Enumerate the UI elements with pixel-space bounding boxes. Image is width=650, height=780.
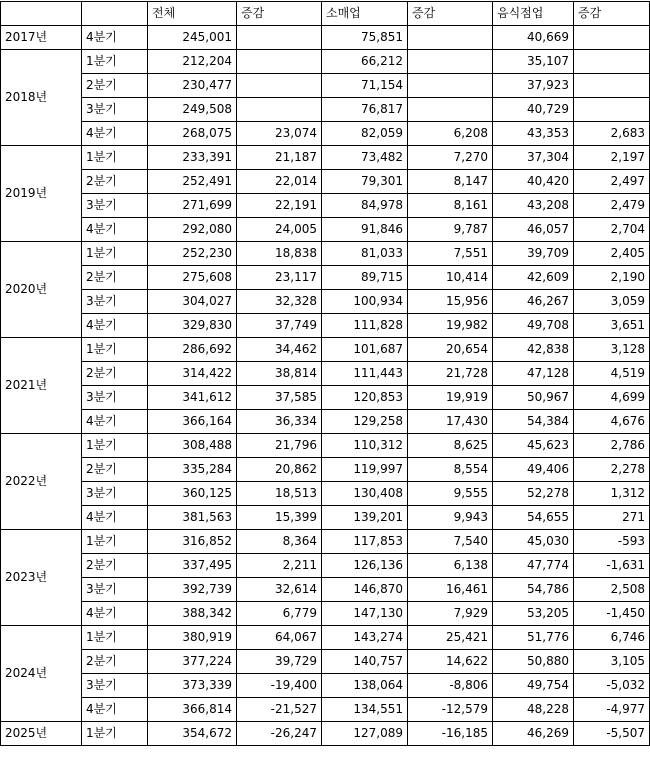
- food-cell: 48,228: [493, 698, 574, 722]
- quarter-cell: 2분기: [82, 170, 148, 194]
- retail-cell: 111,828: [322, 314, 408, 338]
- retail-change-cell: 16,461: [408, 578, 493, 602]
- total-cell: 377,224: [148, 650, 237, 674]
- food-cell: 54,655: [493, 506, 574, 530]
- food-cell: 47,128: [493, 362, 574, 386]
- table-row: [1, 266, 650, 290]
- food-change-cell: 2,508: [574, 578, 650, 602]
- food-cell: 43,208: [493, 194, 574, 218]
- food-change-cell: 4,676: [574, 410, 650, 434]
- total-change-cell: 37,749: [237, 314, 322, 338]
- total-change-cell: [237, 74, 322, 98]
- retail-cell: 76,817: [322, 98, 408, 122]
- total-change-cell: 36,334: [237, 410, 322, 434]
- table-row: [1, 50, 650, 74]
- retail-change-cell: 10,414: [408, 266, 493, 290]
- total-cell: 286,692: [148, 338, 237, 362]
- food-change-cell: 2,479: [574, 194, 650, 218]
- total-cell: 249,508: [148, 98, 237, 122]
- food-cell: 49,406: [493, 458, 574, 482]
- quarter-cell: 1분기: [82, 530, 148, 554]
- food-change-cell: 2,497: [574, 170, 650, 194]
- year-cell: 2022년: [1, 434, 82, 530]
- total-cell: 230,477: [148, 74, 237, 98]
- food-cell: 54,786: [493, 578, 574, 602]
- total-change-cell: -26,247: [237, 722, 322, 746]
- quarter-cell: 2분기: [82, 74, 148, 98]
- retail-cell: 82,059: [322, 122, 408, 146]
- food-cell: 51,776: [493, 626, 574, 650]
- table-row: [1, 170, 650, 194]
- food-change-cell: [574, 74, 650, 98]
- quarter-cell: 1분기: [82, 242, 148, 266]
- food-change-cell: 271: [574, 506, 650, 530]
- quarter-cell: 4분기: [82, 26, 148, 50]
- retail-cell: 110,312: [322, 434, 408, 458]
- total-change-cell: 34,462: [237, 338, 322, 362]
- total-cell: 212,204: [148, 50, 237, 74]
- table-row: [1, 578, 650, 602]
- retail-cell: 147,130: [322, 602, 408, 626]
- table-row: [1, 530, 650, 554]
- food-cell: 42,838: [493, 338, 574, 362]
- retail-cell: 101,687: [322, 338, 408, 362]
- table-row: [1, 602, 650, 626]
- food-cell: 53,205: [493, 602, 574, 626]
- food-change-cell: 1,312: [574, 482, 650, 506]
- quarter-cell: 1분기: [82, 626, 148, 650]
- total-change-cell: -19,400: [237, 674, 322, 698]
- year-cell: 2017년: [1, 26, 82, 50]
- food-cell: 45,030: [493, 530, 574, 554]
- retail-change-cell: 8,625: [408, 434, 493, 458]
- total-change-cell: 6,779: [237, 602, 322, 626]
- total-change-cell: [237, 26, 322, 50]
- quarter-cell: 4분기: [82, 314, 148, 338]
- retail-cell: 75,851: [322, 26, 408, 50]
- retail-cell: 120,853: [322, 386, 408, 410]
- total-cell: 373,339: [148, 674, 237, 698]
- header-cell-retail: 소매업: [322, 2, 408, 26]
- header-cell-quarter: [82, 2, 148, 26]
- food-cell: 52,278: [493, 482, 574, 506]
- food-change-cell: [574, 50, 650, 74]
- food-cell: 39,709: [493, 242, 574, 266]
- quarter-cell: 3분기: [82, 290, 148, 314]
- total-change-cell: 22,191: [237, 194, 322, 218]
- food-change-cell: 2,197: [574, 146, 650, 170]
- table-row: [1, 290, 650, 314]
- table-row: [1, 410, 650, 434]
- total-change-cell: 8,364: [237, 530, 322, 554]
- total-cell: 337,495: [148, 554, 237, 578]
- table-row: [1, 242, 650, 266]
- total-cell: 314,422: [148, 362, 237, 386]
- table-row: [1, 434, 650, 458]
- retail-change-cell: 20,654: [408, 338, 493, 362]
- food-change-cell: 2,278: [574, 458, 650, 482]
- quarter-cell: 3분기: [82, 98, 148, 122]
- retail-cell: 81,033: [322, 242, 408, 266]
- retail-change-cell: 8,554: [408, 458, 493, 482]
- total-change-cell: 2,211: [237, 554, 322, 578]
- retail-change-cell: 7,929: [408, 602, 493, 626]
- food-cell: 40,729: [493, 98, 574, 122]
- food-change-cell: 2,704: [574, 218, 650, 242]
- retail-change-cell: 7,551: [408, 242, 493, 266]
- retail-cell: 126,136: [322, 554, 408, 578]
- retail-cell: 66,212: [322, 50, 408, 74]
- food-change-cell: 3,128: [574, 338, 650, 362]
- food-change-cell: 6,746: [574, 626, 650, 650]
- quarter-cell: 1분기: [82, 146, 148, 170]
- total-cell: 341,612: [148, 386, 237, 410]
- food-cell: 46,057: [493, 218, 574, 242]
- quarter-cell: 1분기: [82, 338, 148, 362]
- table-row: [1, 482, 650, 506]
- food-change-cell: -593: [574, 530, 650, 554]
- food-cell: 49,708: [493, 314, 574, 338]
- table-row: [1, 386, 650, 410]
- total-change-cell: 32,614: [237, 578, 322, 602]
- total-cell: 275,608: [148, 266, 237, 290]
- quarter-cell: 3분기: [82, 578, 148, 602]
- total-cell: 316,852: [148, 530, 237, 554]
- food-cell: 43,353: [493, 122, 574, 146]
- retail-change-cell: 9,787: [408, 218, 493, 242]
- quarter-cell: 1분기: [82, 722, 148, 746]
- quarter-cell: 3분기: [82, 386, 148, 410]
- quarter-cell: 1분기: [82, 434, 148, 458]
- total-cell: 329,830: [148, 314, 237, 338]
- header-cell-total-change: 증감: [237, 2, 322, 26]
- retail-cell: 146,870: [322, 578, 408, 602]
- retail-change-cell: 19,919: [408, 386, 493, 410]
- quarter-cell: 3분기: [82, 482, 148, 506]
- food-cell: 45,623: [493, 434, 574, 458]
- food-cell: 35,107: [493, 50, 574, 74]
- total-change-cell: -21,527: [237, 698, 322, 722]
- retail-change-cell: 15,956: [408, 290, 493, 314]
- food-cell: 50,967: [493, 386, 574, 410]
- retail-cell: 89,715: [322, 266, 408, 290]
- food-change-cell: 2,405: [574, 242, 650, 266]
- year-cell: 2019년: [1, 146, 82, 242]
- total-cell: 366,164: [148, 410, 237, 434]
- retail-change-cell: -16,185: [408, 722, 493, 746]
- food-cell: 46,269: [493, 722, 574, 746]
- total-change-cell: 24,005: [237, 218, 322, 242]
- table-row: [1, 194, 650, 218]
- total-change-cell: 32,328: [237, 290, 322, 314]
- total-change-cell: 21,187: [237, 146, 322, 170]
- quarter-cell: 4분기: [82, 602, 148, 626]
- total-cell: 366,814: [148, 698, 237, 722]
- quarter-cell: 4분기: [82, 218, 148, 242]
- quarter-cell: 4분기: [82, 506, 148, 530]
- year-cell: 2020년: [1, 242, 82, 338]
- retail-cell: 117,853: [322, 530, 408, 554]
- food-cell: 40,420: [493, 170, 574, 194]
- header-row: [1, 2, 650, 26]
- retail-change-cell: [408, 74, 493, 98]
- food-change-cell: -1,631: [574, 554, 650, 578]
- retail-change-cell: 21,728: [408, 362, 493, 386]
- quarter-cell: 2분기: [82, 362, 148, 386]
- year-cell: 2024년: [1, 626, 82, 722]
- food-change-cell: 3,651: [574, 314, 650, 338]
- total-change-cell: 20,862: [237, 458, 322, 482]
- year-cell: 2021년: [1, 338, 82, 434]
- table-body: [1, 26, 650, 746]
- total-change-cell: 37,585: [237, 386, 322, 410]
- total-change-cell: 23,117: [237, 266, 322, 290]
- quarter-cell: 2분기: [82, 458, 148, 482]
- food-change-cell: 3,105: [574, 650, 650, 674]
- food-cell: 50,880: [493, 650, 574, 674]
- food-cell: 37,304: [493, 146, 574, 170]
- total-cell: 245,001: [148, 26, 237, 50]
- total-change-cell: 39,729: [237, 650, 322, 674]
- retail-change-cell: 9,555: [408, 482, 493, 506]
- retail-cell: 119,997: [322, 458, 408, 482]
- retail-change-cell: 6,138: [408, 554, 493, 578]
- retail-change-cell: 8,147: [408, 170, 493, 194]
- food-change-cell: -4,977: [574, 698, 650, 722]
- quarter-cell: 3분기: [82, 674, 148, 698]
- retail-cell: 143,274: [322, 626, 408, 650]
- total-change-cell: 21,796: [237, 434, 322, 458]
- total-cell: 335,284: [148, 458, 237, 482]
- retail-change-cell: 6,208: [408, 122, 493, 146]
- total-change-cell: [237, 98, 322, 122]
- retail-cell: 71,154: [322, 74, 408, 98]
- table-row: [1, 698, 650, 722]
- total-cell: 392,739: [148, 578, 237, 602]
- table-row: [1, 458, 650, 482]
- table-row: [1, 626, 650, 650]
- total-cell: 388,342: [148, 602, 237, 626]
- retail-cell: 138,064: [322, 674, 408, 698]
- quarter-cell: 2분기: [82, 650, 148, 674]
- header-cell-food-change: 증감: [574, 2, 650, 26]
- table-row: [1, 650, 650, 674]
- year-cell: 2023년: [1, 530, 82, 626]
- retail-change-cell: 17,430: [408, 410, 493, 434]
- food-change-cell: -5,032: [574, 674, 650, 698]
- total-change-cell: 23,074: [237, 122, 322, 146]
- total-cell: 252,491: [148, 170, 237, 194]
- header-cell-year: [1, 2, 82, 26]
- food-change-cell: -5,507: [574, 722, 650, 746]
- retail-cell: 100,934: [322, 290, 408, 314]
- table-row: [1, 554, 650, 578]
- year-cell: 2018년: [1, 50, 82, 146]
- table-row: [1, 314, 650, 338]
- retail-change-cell: 8,161: [408, 194, 493, 218]
- total-cell: 268,075: [148, 122, 237, 146]
- food-change-cell: 4,519: [574, 362, 650, 386]
- retail-cell: 111,443: [322, 362, 408, 386]
- retail-change-cell: 9,943: [408, 506, 493, 530]
- total-cell: 271,699: [148, 194, 237, 218]
- retail-change-cell: 7,270: [408, 146, 493, 170]
- retail-change-cell: 14,622: [408, 650, 493, 674]
- food-cell: 47,774: [493, 554, 574, 578]
- retail-cell: 91,846: [322, 218, 408, 242]
- total-cell: 354,672: [148, 722, 237, 746]
- total-cell: 292,080: [148, 218, 237, 242]
- food-change-cell: 4,699: [574, 386, 650, 410]
- food-cell: 49,754: [493, 674, 574, 698]
- food-change-cell: 2,786: [574, 434, 650, 458]
- total-cell: 304,027: [148, 290, 237, 314]
- retail-cell: 134,551: [322, 698, 408, 722]
- retail-change-cell: -12,579: [408, 698, 493, 722]
- food-cell: 46,267: [493, 290, 574, 314]
- quarter-cell: 4분기: [82, 122, 148, 146]
- food-cell: 37,923: [493, 74, 574, 98]
- total-change-cell: 18,513: [237, 482, 322, 506]
- total-cell: 308,488: [148, 434, 237, 458]
- quarter-cell: 2분기: [82, 554, 148, 578]
- table-row: [1, 98, 650, 122]
- food-cell: 40,669: [493, 26, 574, 50]
- quarter-cell: 2분기: [82, 266, 148, 290]
- header-cell-food: 음식점업: [493, 2, 574, 26]
- table-row: [1, 26, 650, 50]
- total-cell: 252,230: [148, 242, 237, 266]
- quarter-cell: 1분기: [82, 50, 148, 74]
- total-cell: 381,563: [148, 506, 237, 530]
- retail-cell: 79,301: [322, 170, 408, 194]
- retail-change-cell: 7,540: [408, 530, 493, 554]
- retail-change-cell: [408, 50, 493, 74]
- retail-change-cell: [408, 98, 493, 122]
- food-change-cell: 2,190: [574, 266, 650, 290]
- retail-cell: 84,978: [322, 194, 408, 218]
- retail-cell: 73,482: [322, 146, 408, 170]
- retail-change-cell: -8,806: [408, 674, 493, 698]
- food-change-cell: [574, 98, 650, 122]
- retail-change-cell: 25,421: [408, 626, 493, 650]
- table-row: [1, 146, 650, 170]
- total-change-cell: 38,814: [237, 362, 322, 386]
- total-change-cell: [237, 50, 322, 74]
- food-cell: 42,609: [493, 266, 574, 290]
- food-change-cell: 2,683: [574, 122, 650, 146]
- retail-cell: 129,258: [322, 410, 408, 434]
- quarter-cell: 3분기: [82, 194, 148, 218]
- table-row: [1, 506, 650, 530]
- retail-cell: 130,408: [322, 482, 408, 506]
- total-change-cell: 18,838: [237, 242, 322, 266]
- table-row: [1, 218, 650, 242]
- retail-cell: 140,757: [322, 650, 408, 674]
- retail-cell: 139,201: [322, 506, 408, 530]
- table-row: [1, 674, 650, 698]
- header-cell-retail-change: 증감: [408, 2, 493, 26]
- quarter-cell: 4분기: [82, 698, 148, 722]
- total-cell: 233,391: [148, 146, 237, 170]
- total-change-cell: 15,399: [237, 506, 322, 530]
- table-row: [1, 74, 650, 98]
- total-cell: 380,919: [148, 626, 237, 650]
- food-change-cell: [574, 26, 650, 50]
- total-change-cell: 64,067: [237, 626, 322, 650]
- total-change-cell: 22,014: [237, 170, 322, 194]
- table-row: [1, 122, 650, 146]
- header-cell-total: 전체: [148, 2, 237, 26]
- retail-cell: 127,089: [322, 722, 408, 746]
- data-table: [0, 1, 650, 746]
- quarter-cell: 4분기: [82, 410, 148, 434]
- food-cell: 54,384: [493, 410, 574, 434]
- retail-change-cell: 19,982: [408, 314, 493, 338]
- retail-change-cell: [408, 26, 493, 50]
- table-row: [1, 362, 650, 386]
- table-row: [1, 338, 650, 362]
- food-change-cell: 3,059: [574, 290, 650, 314]
- year-cell: 2025년: [1, 722, 82, 746]
- table-row: [1, 722, 650, 746]
- total-cell: 360,125: [148, 482, 237, 506]
- food-change-cell: -1,450: [574, 602, 650, 626]
